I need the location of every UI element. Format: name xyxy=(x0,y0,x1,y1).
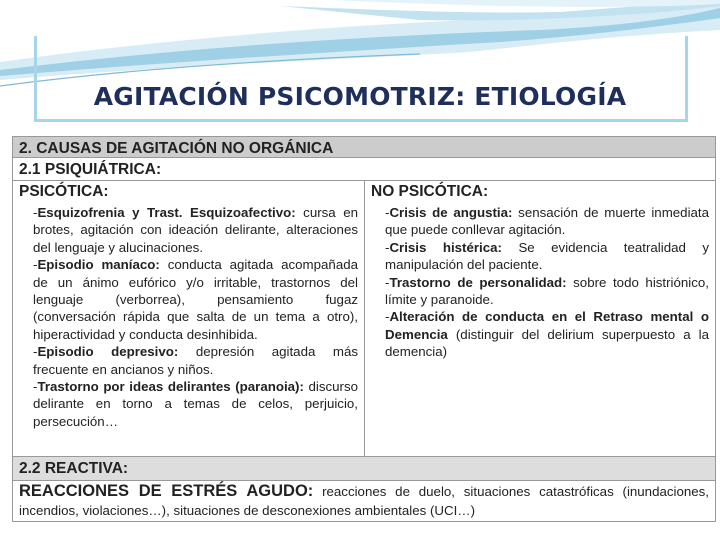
list-item: -Trastorno de personalidad: sobre todo histriónico, límite y paranoide. xyxy=(385,274,709,308)
list-item: -Episodio depresivo: depresión agitada más frecuente en ancianos y niños. xyxy=(33,344,358,377)
column-title-no-psicotica: NO PSICÓTICA: xyxy=(371,183,489,200)
list-item: -Episodio maníaco: conducta agitada acompañada de un ánimo eufórico y/o irritable, trastornos del lenguaje (verborrea), pensamiento fugaz (conversación rápida que salta de un tema a otro), hiperactividad y conducta desinhibida. xyxy=(33,257,359,342)
list-item: -Alteración de conducta en el Retraso mental o Demencia (distinguir del delirium superpuesto a la demencia) xyxy=(385,309,709,360)
slide-title: AGITACIÓN PSICOMOTRIZ: ETIOLOGÍA xyxy=(93,82,627,111)
list-item: -Crisis histérica: Se evidencia teatralidad y manipulación del paciente. xyxy=(385,239,710,273)
subsection-reactiva: 2.2 REACTIVA: xyxy=(13,457,715,481)
columns-row xyxy=(13,181,715,457)
list-item: -Esquizofrenia y Trast. Esquizoafectivo: cursa en brotes, agitación con ideación delirante, alteraciones del lenguaje y alucinaciones. xyxy=(33,205,358,255)
reactive-paragraph xyxy=(13,481,715,520)
column-psicotica xyxy=(13,181,365,456)
column-title-psicotica: PSICÓTICA: xyxy=(19,183,109,200)
document-table xyxy=(12,136,716,522)
section-title: 2. CAUSAS DE AGITACIÓN NO ORGÁNICA xyxy=(13,137,715,158)
reactive-heading: REACCIONES DE ESTRÉS AGUDO: xyxy=(19,482,314,500)
list-item: -Trastorno por ideas delirantes (paranoia): discurso delirante en torno a temas de celos, perjuicio, persecución… xyxy=(33,379,358,429)
subsection-psiquiatrica: 2.1 PSIQUIÁTRICA: xyxy=(13,158,715,181)
list-item: -Crisis de angustia: sensación de muerte inmediata que puede conllevar agitación. xyxy=(385,205,710,238)
reactive-text: reacciones de duelo, situaciones catastróficas (inundaciones, incendios, violaciones…), situaciones de desconexiones ambientales (UCI…) xyxy=(19,484,709,518)
column-no-psicotica xyxy=(365,181,715,456)
